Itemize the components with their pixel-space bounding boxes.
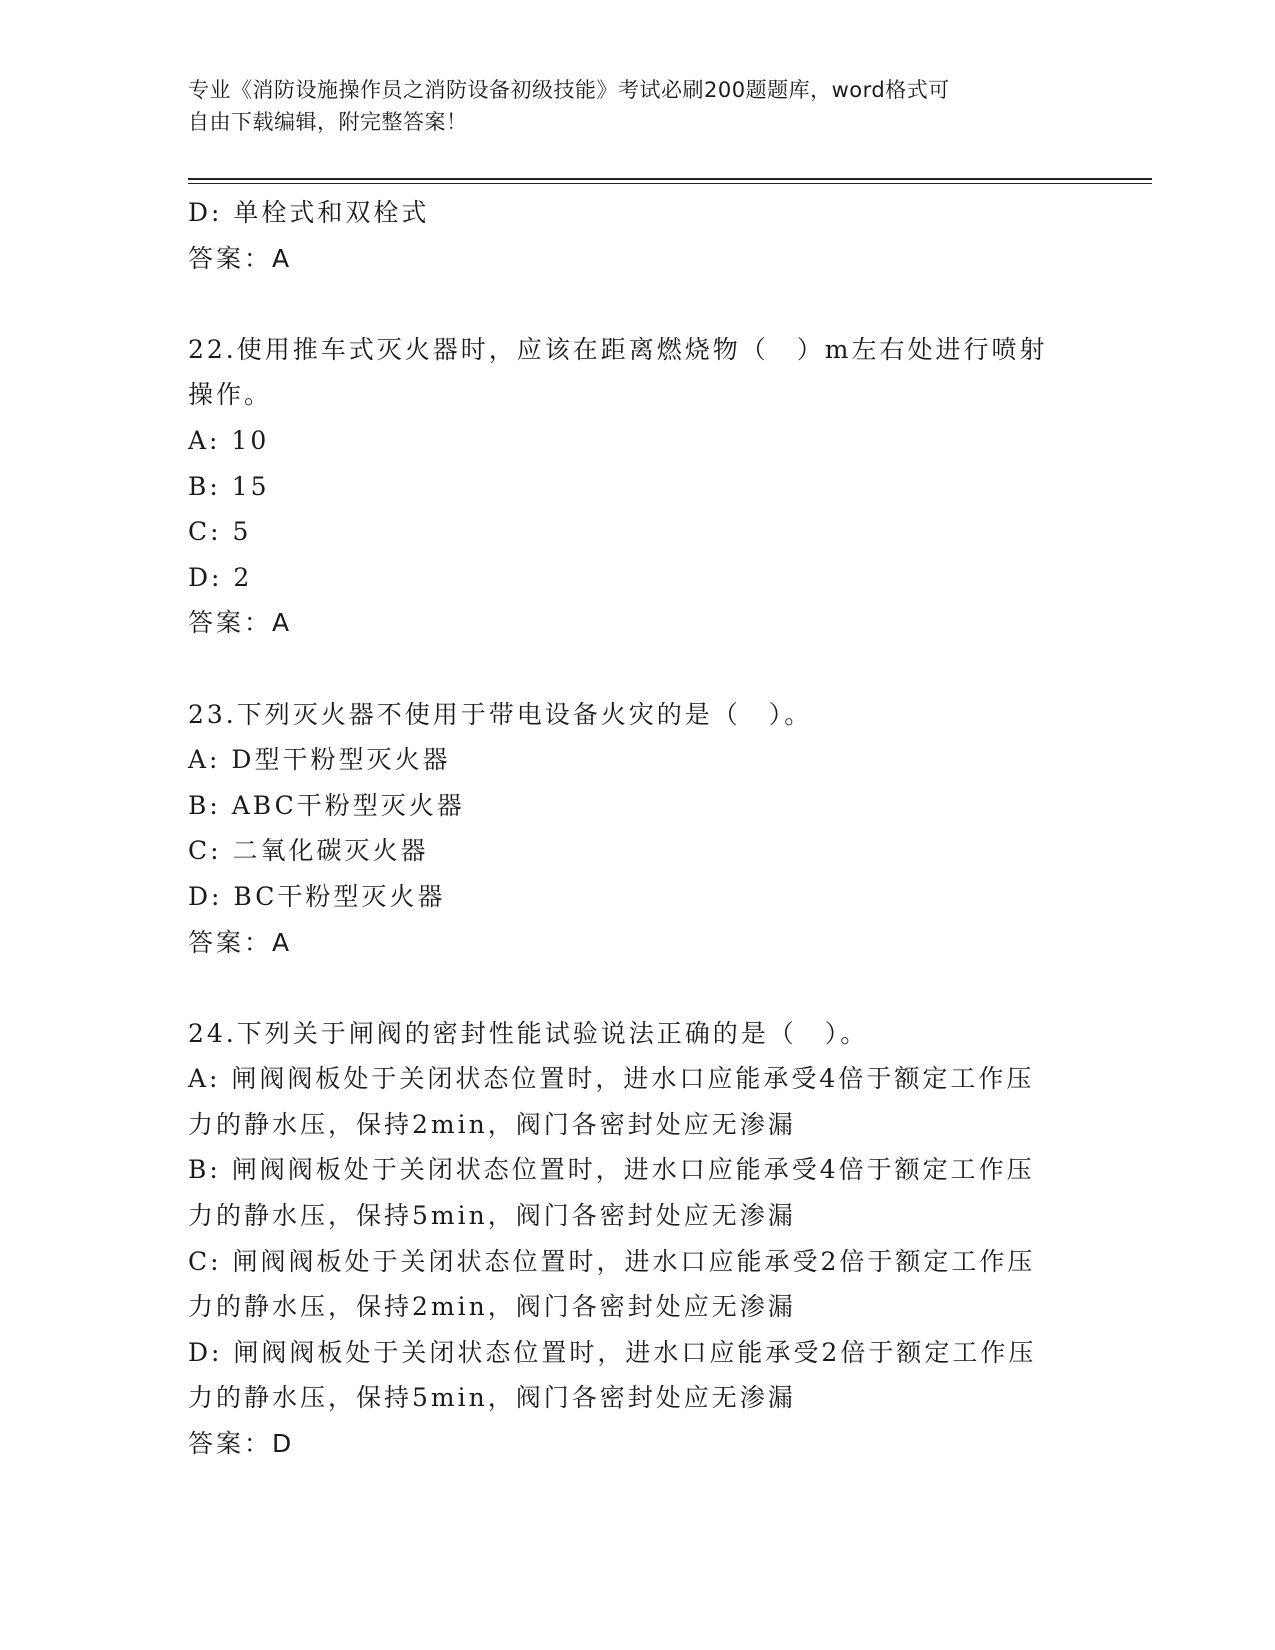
- header-line-2: 自由下载编辑，附完整答案！: [188, 110, 468, 134]
- option-d: D: BC干粉型灭火器: [188, 881, 446, 911]
- header-divider-thin: [188, 183, 1152, 184]
- option-d: D: 2: [188, 562, 253, 592]
- option-b: B: ABC干粉型灭火器: [188, 790, 465, 820]
- question-24: [188, 1011, 1088, 1467]
- option-c: C: 闸阀阀板处于关闭状态位置时，进水口应能承受2倍于额定工作压: [188, 1246, 1036, 1276]
- option-a-continued: 力的静水压，保持2min，阀门各密封处应无渗漏: [188, 1109, 796, 1139]
- question-21-tail: [188, 190, 1088, 281]
- question-stem: 22.使用推车式灭火器时，应该在距离燃烧物（ ）m左右处进行喷射: [188, 334, 1048, 364]
- answer-line: 答案：D: [188, 1429, 295, 1459]
- option-a: A: 闸阀阀板处于关闭状态位置时，进水口应能承受4倍于额定工作压: [188, 1064, 1035, 1094]
- option-d-continued: 力的静水压，保持5min，阀门各密封处应无渗漏: [188, 1383, 796, 1413]
- question-22: [188, 327, 1088, 646]
- option-a: A: 10: [188, 425, 270, 455]
- option-a: A: D型干粉型灭火器: [188, 745, 451, 775]
- option-c: C: 二氧化碳灭火器: [188, 836, 429, 866]
- option-b: B: 闸阀阀板处于关闭状态位置时，进水口应能承受4倍于额定工作压: [188, 1155, 1035, 1185]
- question-stem: 24.下列关于闸阀的密封性能试验说法正确的是（ ）。: [188, 1018, 869, 1048]
- option-d: D: 单栓式和双栓式: [188, 198, 430, 227]
- question-stem: 23.下列灭火器不使用于带电设备火灾的是（ ）。: [188, 699, 813, 729]
- option-d: D: 闸阀阀板处于关闭状态位置时，进水口应能承受2倍于额定工作压: [188, 1337, 1037, 1367]
- option-c-continued: 力的静水压，保持2min，阀门各密封处应无渗漏: [188, 1292, 796, 1322]
- document-header: [188, 74, 1078, 138]
- question-list: [188, 190, 1088, 1467]
- answer-line: 答案：A: [188, 927, 293, 957]
- question-stem-continued: 操作。: [188, 380, 273, 410]
- option-b-continued: 力的静水压，保持5min，阀门各密封处应无渗漏: [188, 1201, 796, 1231]
- spacer: [188, 646, 1088, 692]
- header-line-1: 专业《消防设施操作员之消防设备初级技能》考试必刷200题题库，word格式可: [188, 78, 950, 102]
- option-c: C: 5: [188, 517, 252, 547]
- answer-line: 答案：A: [188, 608, 293, 638]
- spacer: [188, 281, 1088, 327]
- question-23: [188, 692, 1088, 966]
- header-divider-thick: [188, 178, 1152, 180]
- option-b: B: 15: [188, 471, 270, 501]
- answer-line: 答案：A: [188, 243, 293, 273]
- spacer: [188, 965, 1088, 1011]
